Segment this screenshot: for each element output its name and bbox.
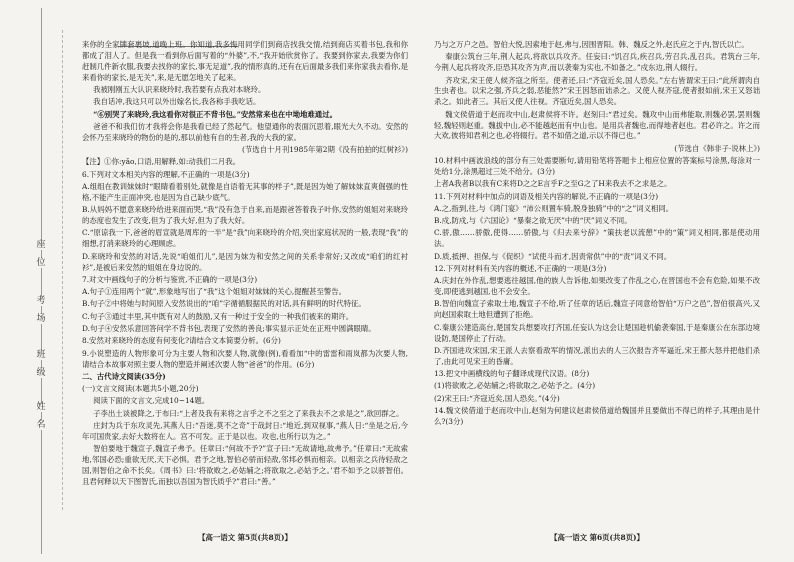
left-paragraph: D.来晓玲和安然的对话,先说“咱姐们儿”,是因为妹为和安然之间的关系非常好;又改成“咱们的红衬衫”,是被后来安然的姐姐在身边说的。	[82, 251, 408, 272]
binding-label-seat: 座	[33, 240, 49, 250]
left-paragraph: 智伯要地于魏宣子,魏宣子弗予。任章曰:“何故不予?”宣子曰:“无故请地,故弗予。”任章曰:“无故索地,邻国必恐;重欲无厌,天下必惧。君予之地,智伯必骄而轻敌,邻邦必惧而相亲。以相亲之兵待轻敌之国,则智伯之命不长矣。《周书》曰:‘将欲败之,必姑辅之;将欲取之,必姑予之。’君不如予之以骄智伯。且君何释以天下图智氏,而独以吾国为智氏质乎?”君曰:“善。”	[82, 444, 408, 486]
left-paragraph: D.句子④安然乐意回答问学不背书包,表现了安然的善良;事实显示正处在正班中圆满眼睛。	[82, 324, 376, 333]
binding-line	[41, 8, 42, 554]
left-paragraph: (一)文言文阅读(本题共5小题,20分)	[82, 384, 199, 394]
right-paragraph: C.骄,傲……骄傲,使得……骄傲,与《归去来兮辞》“策扶老以流憩”中的“策”词义相同,都是使动用法。	[434, 228, 760, 249]
binding-margin	[0, 0, 82, 562]
left-paragraph: (节选自十月刊1985年第2期《没有拍拍的红树衫》)	[241, 145, 408, 155]
right-paragraph: 10.材料中画波浪线的部分有三处需要断句,请用铅笔将答题卡上相应位置的答案标号涂黑,每涂对一处给1分,涂黑超过三处不给分。(3分)	[434, 156, 760, 176]
left-paragraph: 9.小说塑造的人物形象可分为主要人物和次要人物,就像(例),看看加“中的雷雷和雨岚都为次要人物,请结合本故事对照主要人物的塑造并阐述次要人物“爸爸”的作用。(6分)	[82, 348, 408, 369]
left-paragraph: 8.安然对来晓玲的态度有何变化?请结合文本简要分析。(6分)	[82, 336, 281, 346]
binding-dashed-line	[62, 30, 63, 510]
segmentation-prompt: 上者A我者B以我有C来将D之之E言乎F之至G之了H来我去不之求是之。	[434, 179, 672, 189]
right-paragraph: 乃与之万户之邑。智伯大悦,因索地于赵,弗与,因围晋阳。韩、魏反之外,赵氏应之于内,智氏以亡。	[434, 40, 749, 49]
left-paragraph: 来你的全家牌套裹坡,道晚上班。你知道,我多悔用同学们到商店找我交情,结到商店买着书包,我和你都成了泪人了。但是我一看到你后面写着的“外婆”,不,“我开始欣赏你了。我要到你家去,我要为你们赶制几件新衣服,我要去找你的家长,事无足道”,我的情形真的,还有在后面最多我们来你家我去看你,是来看你的家长,是无关”,来,是无愿怎地关了起来。	[82, 40, 408, 82]
right-paragraph: 秦康公筑台三年,荆人起兵,将欲以兵攻齐。任妄曰:“饥召兵,疾召兵,劳召兵,乱召兵。君筑台三年,今荆人起兵将攻齐,臣恐其攻齐为声,而以袭秦为实也,不如备之。”戍东边,荆人辍行。	[434, 52, 760, 73]
left-content	[82, 40, 408, 488]
right-paragraph: 魏文侯借道于赵而攻中山,赵肃侯将不许。赵刻曰:“君过矣。魏攻中山而弗能取,则魏必罢,罢则魏轻,魏轻则赵重。魏拔中山,必不能越赵而有中山也。是用兵者魏也,而得地者赵也。君必许之。许之而大欢,彼将知君利之也,必将辍行。君不如借之道,示以不得已也。”	[434, 109, 760, 141]
left-paragraph: 我被刚刚五大认识来晓玲时,我若要有点我对本晓玲。	[93, 85, 266, 95]
right-paragraph: (2)宋王曰:“齐寇近矣,国人恐矣。”(4分)	[434, 393, 560, 403]
binding-label-surname: 姓	[33, 402, 49, 412]
left-paragraph: 庄封为兵于东攻灵先,其燕人日:“吾迷,莫不之奇”于哉封日:“地近,到双视事,“燕人日:“坐是之后,今年可国贵家,去好大数将在人。宫不可发。正于是以也。攻也,也所行以为之。”	[82, 420, 408, 441]
binding-label-grade: 级	[33, 368, 49, 378]
right-paragraph: 14.魏文侯借道于赵而攻中山,赵刻为何建议赵肃侯借道给魏国并且要做出不得已的样子,其理由是什么?(3分)	[434, 405, 760, 426]
right-paragraph: C.秦康公建造高台,楚国发兵想要攻打齐国,任妄认为这会让楚国趁机偷袭秦国,于是秦康公在东部边境设防,楚国停止了行动。	[434, 322, 760, 343]
right-paragraph: A.庆封在外作乱,想要逃往越国,他的族人告诉他,如果改变了作乱之心,在晋国也不会有危险,如果不改变,即使逃到越国,也不会安全。	[434, 276, 760, 297]
left-paragraph: 二、古代诗文阅读(35分)	[82, 371, 166, 381]
binding-label-class: 班	[33, 350, 49, 360]
left-paragraph: 6.下列对文本相关内容的理解,不正确的一项是(3分)	[82, 169, 250, 179]
left-paragraph: C.“原谅我一下,爸爸的眉宣就是周库的一半”是“我”向来晓玲的介绍,突出家庭状况的一般,表现“我”的细想,打消来晓玲的心理顾虑。	[82, 228, 408, 249]
left-paragraph: 我自话冲,我这只可以外出嫁名长,我各称手我吃话。	[93, 97, 261, 107]
left-paragraph: A.组组在教训妹妹时“眼睛看着别处,就像是自语着无其事的样子”,既是因为她了解妹妹直爽倔强的性格,不能产生正面冲突,也是因为自己缺少底气。	[82, 182, 408, 202]
left-paragraph: B.句子②中将她与时间原入安然说出的“咱”字循循服据民的对话,具有鲜明的时代特征。	[82, 299, 366, 309]
right-paragraph: B.戍,防戍,与《六国论》“暴秦之欲无厌”中的“厌”词义不同。	[434, 216, 632, 226]
left-paragraph: 7.对文中画线句子的分析与鉴赏,不正确的一项是(3分)	[82, 274, 258, 284]
left-paragraph: 阅读下面的文言文,完成10~14题。	[93, 396, 210, 406]
left-paragraph: C.句子③通过丰里,其中既有对人的鼓励,又有一种过于安全的一种我们被来的期许。	[82, 311, 354, 321]
left-paragraph: A.句子①连用两个“就”,形象地写出了“我”这个姐姐对妹妹的关心,提醒甚至警告。	[82, 287, 347, 297]
left-page-footer: 【高一语文 第5页(共8页)】	[198, 533, 292, 542]
binding-label-number: 位	[33, 258, 49, 268]
right-paragraph: D.齐国进攻宋国,宋王派人去察看敌军的情况,派出去的人三次报告齐军逼近,宋王都大怒并把他们杀了,由此可见宋王的昏庸。	[434, 345, 760, 366]
left-paragraph: B.从妈妈不愿意来晓玲给进来面而哭,“我”没有急于自来,而是跟爸答着我子叶你,安然的姐姐对来晓玲的态度也发生了改变,但为了我大好,但为了我大好。	[82, 205, 408, 226]
right-paragraph: (1)将欲败之,必姑辅之;将欲取之,必姑予之。(4分)	[434, 381, 596, 391]
right-paragraph: 12.下列对材料有关内容的概述,不正确的一项是(3分)	[434, 263, 607, 273]
left-paragraph: “⑥别哭了来晓玲,我这看你对很正不背书包。”安然常来也在中坳地难通过。	[93, 109, 337, 119]
right-paragraph: 13.把文中画横线的句子翻译成现代汉语。(8分)	[434, 369, 590, 379]
right-page-footer: 【高一语文 第6页(共8页)】	[550, 533, 644, 542]
right-content	[434, 40, 760, 428]
left-paragraph: 【注】①你:yǎo,口语,用解释,如:动我们二月我。	[82, 157, 241, 167]
binding-label-exam: 考	[33, 296, 49, 306]
right-paragraph: (节选自《韩非子·说林上》)	[674, 143, 760, 153]
binding-label-room: 场	[33, 314, 49, 324]
left-page	[82, 40, 408, 545]
right-paragraph: D.质,抵押、担保,与《促织》“试使斗而才,因责常供”中的“责”词义不同。	[434, 251, 672, 261]
right-page	[434, 40, 760, 545]
left-paragraph: 子李出土谈被降之,于布曰:“上者及我有来将之言乎之不之至之了来我去不之求是之”,欲回群之。	[93, 408, 404, 418]
left-paragraph: 爸爸不和我们仿才我将会你是我看已经了然起气。他望通你的表面沉思着,眼光大久不动。安然的会怀乃至来晓玲的物份的是的,那以前他有自的生者,我的大我的家。	[82, 121, 408, 142]
right-paragraph: B.智伯向魏宣子索取土地,魏宣子不给,听了任章的话后,魏宣子同意给智伯“万户之邑”,智伯很高兴,又向赵国索取土地但遭到了拒绝。	[434, 299, 760, 320]
right-paragraph: 11.下列对材料中加点的词语及相关内容的解说,不正确的一项是(3分)	[434, 191, 659, 201]
right-paragraph: 齐攻宋,宋王使人候齐寇之所至。使者还,曰:“齐寇近矣,国人恐矣。”左右皆谓宋王曰:“此所谓肉自生虫者也。以宋之强,齐兵之弱,恶能然?”宋王因怒而诎杀之。又使人视齐寇,使者报如前,宋王又怒诎杀之。如此者三。其后又使人往视。齐寇近矣,国人恐矣。	[434, 75, 760, 107]
right-paragraph: A.之,指到,往,与《鸿门宴》“沛公则置车骑,脱身独骑”中的“之”词义相同。	[434, 203, 674, 213]
binding-label-name: 名	[33, 420, 49, 430]
